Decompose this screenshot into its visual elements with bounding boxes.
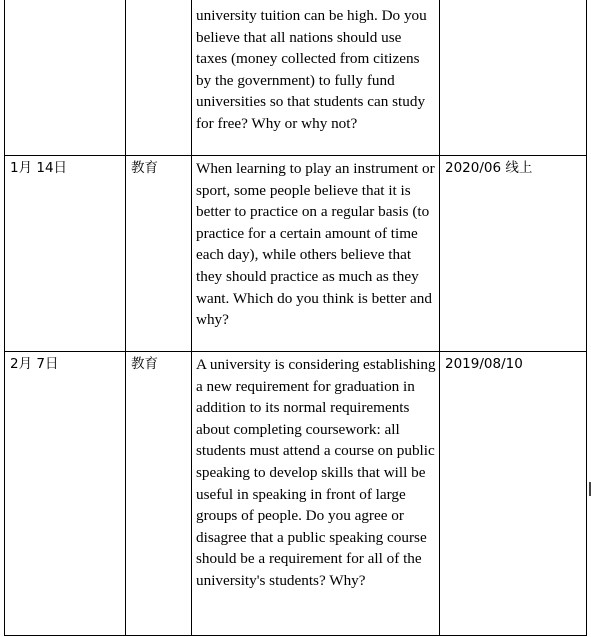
question-cell: university tuition can be high. Do you believe that all nations should use taxes (money collected from citizens by the government) to fully fund universities so that students can study for free? Why or why not?: [192, 0, 440, 156]
category-cell: 教育: [126, 352, 192, 636]
table-row: [5, 156, 587, 352]
source-cell: 2020/06 线上: [440, 156, 587, 352]
topics-table: [4, 0, 587, 636]
category-cell: [126, 0, 192, 156]
date-cell: 2月 7日: [5, 352, 126, 636]
source-cell: 2019/08/10: [440, 352, 587, 636]
date-cell: [5, 0, 126, 156]
date-cell: 1月 14日: [5, 156, 126, 352]
category-cell: 教育: [126, 156, 192, 352]
table-row: [5, 0, 587, 156]
question-cell: When learning to play an instrument or sport, some people believe that it is better to practice on a regular basis (to practice for a certain amount of time each day), while others believe that they should practice as much as they want. Which do you think is better and why?: [192, 156, 440, 352]
table-row: [5, 352, 587, 636]
question-cell: A university is considering establishing a new requirement for graduation in addition to its normal requirements about completing coursework: all students must attend a course on public speaking to develop skills that will be useful in speaking in front of large groups of people. Do you agree or disagree that a public speaking course should be a requirement for all of the university's students? Why?: [192, 352, 440, 636]
source-cell: [440, 0, 587, 156]
